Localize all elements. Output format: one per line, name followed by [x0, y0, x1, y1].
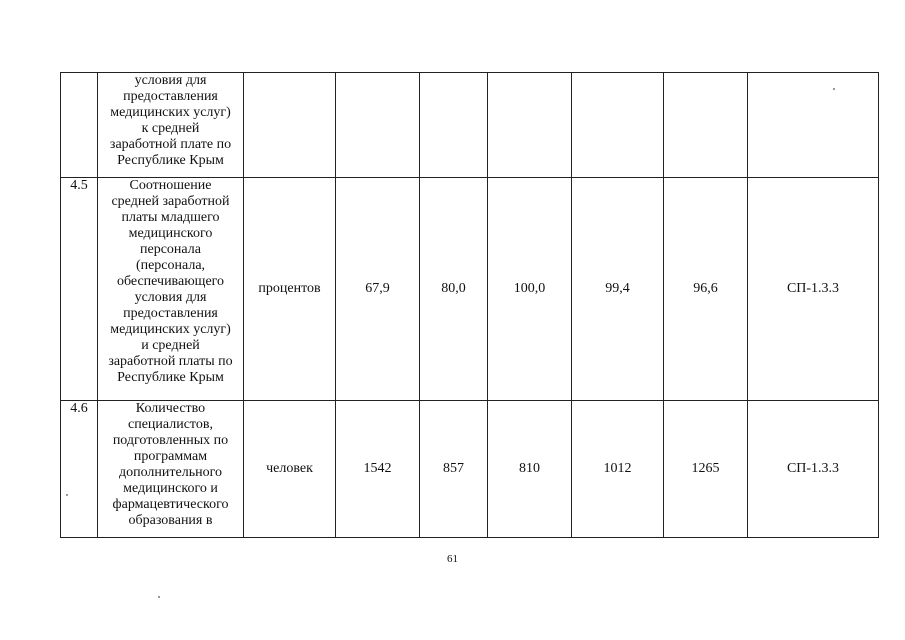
table-row — [61, 73, 879, 178]
description-line: образования в — [128, 513, 213, 528]
page-number: 61 — [447, 553, 458, 565]
value-cell: 80,0 — [420, 178, 488, 401]
description-line: платы младшего — [121, 210, 220, 225]
description-line: медицинского и — [123, 481, 218, 496]
description-line: предоставления — [123, 306, 218, 321]
reference-cell: СП-1.3.3 — [748, 401, 879, 538]
description-line: обеспечивающего — [116, 274, 225, 289]
value-cell: 96,6 — [664, 178, 748, 401]
description-line: (персонала, — [135, 258, 206, 273]
table-row — [61, 178, 879, 401]
value-cell: 810 — [488, 401, 572, 538]
scan-speck — [66, 494, 68, 496]
description-line: подготовленных по — [112, 433, 229, 448]
indicator-description — [98, 401, 244, 538]
description-line: дополнительного — [119, 465, 222, 480]
description-line: Республике Крым — [117, 153, 224, 168]
description-line: средней заработной — [111, 194, 230, 209]
value-cell — [572, 73, 664, 178]
description-line: программам — [133, 449, 208, 464]
description-line: специалистов, — [128, 417, 213, 432]
indicator-description — [98, 178, 244, 401]
value-cell: 1542 — [336, 401, 420, 538]
description-line: заработной платы по — [108, 354, 233, 369]
description-line: заработной плате по — [109, 137, 232, 152]
value-cell: 857 — [420, 401, 488, 538]
description-line: медицинских услуг) — [110, 322, 231, 337]
value-cell — [664, 73, 748, 178]
table-row — [61, 401, 879, 538]
indicator-description — [98, 73, 244, 178]
description-line: и средней — [141, 338, 200, 353]
description-line: фармацевтического — [112, 497, 229, 512]
value-cell — [420, 73, 488, 178]
scan-speck — [158, 596, 160, 598]
row-number: 4.6 — [61, 401, 98, 538]
unit-cell: человек — [244, 401, 336, 538]
description-line: Количество — [135, 401, 206, 416]
value-cell: 67,9 — [336, 178, 420, 401]
description-line: условия для — [134, 73, 207, 88]
scan-speck — [833, 88, 835, 90]
reference-cell: СП-1.3.3 — [748, 178, 879, 401]
unit-cell: процентов — [244, 178, 336, 401]
value-cell: 1265 — [664, 401, 748, 538]
description-line: персонала — [140, 242, 201, 257]
value-cell — [488, 73, 572, 178]
description-line: медицинских услуг) — [110, 105, 231, 120]
value-cell: 1012 — [572, 401, 664, 538]
unit-cell — [244, 73, 336, 178]
description-line: предоставления — [123, 89, 218, 104]
description-line: Соотношение — [129, 178, 212, 193]
description-line: Республике Крым — [117, 370, 224, 385]
indicators-table — [60, 72, 879, 538]
row-number: 4.5 — [61, 178, 98, 401]
row-number — [61, 73, 98, 178]
description-line: медицинского — [128, 226, 213, 241]
reference-cell — [748, 73, 879, 178]
value-cell: 100,0 — [488, 178, 572, 401]
value-cell: 99,4 — [572, 178, 664, 401]
value-cell — [336, 73, 420, 178]
description-line: к средней — [141, 121, 200, 136]
description-line: условия для — [134, 290, 207, 305]
